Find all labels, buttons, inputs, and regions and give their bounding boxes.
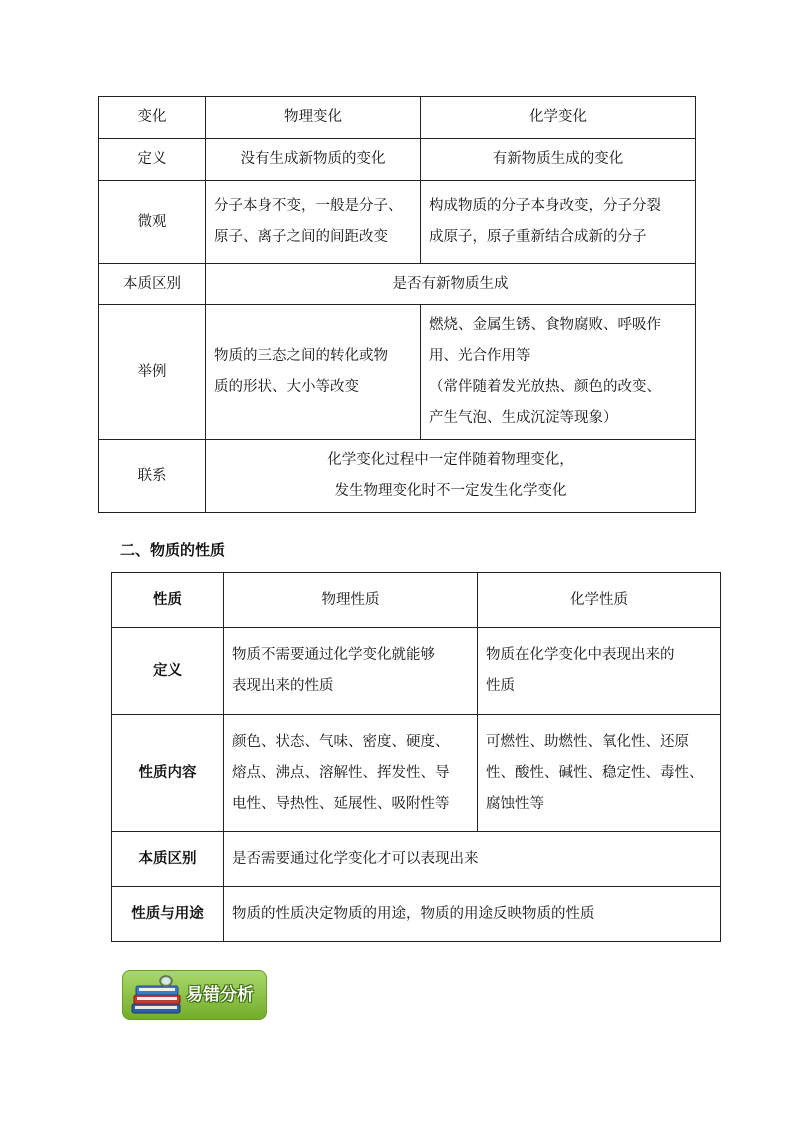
row-label-relation: 联系	[99, 440, 206, 513]
row-label-examples: 举例	[99, 305, 206, 440]
text-line: 物质在化学变化中表现出来的	[486, 647, 675, 663]
physical-property-definition	[224, 628, 478, 715]
table-row	[99, 264, 696, 305]
physical-micro	[206, 181, 421, 264]
table-row	[99, 181, 696, 264]
row-label-usage: 性质与用途	[112, 887, 224, 942]
row-label-definition: 定义	[99, 139, 206, 181]
table-row	[112, 887, 721, 942]
row-label-essence: 本质区别	[99, 264, 206, 305]
text-line: 原子、离子之间的间距改变	[214, 229, 388, 245]
table-row	[99, 97, 696, 139]
text-line: 颜色、状态、气味、密度、硬度、	[232, 733, 450, 750]
text-line: 物质不需要通过化学变化就能够	[232, 647, 435, 663]
text-line: 发生物理变化时不一定发生化学变化	[334, 483, 567, 499]
table-row	[112, 628, 721, 715]
text-line: 性质	[486, 678, 515, 694]
essence-value: 是否有新物质生成	[206, 264, 696, 305]
header-cell-property: 性质	[112, 573, 224, 628]
essence-value: 是否需要通过化学变化才可以表现出来	[224, 832, 721, 887]
text-line: 产生气泡、生成沉淀等现象）	[429, 410, 618, 426]
text-line: 构成物质的分子本身改变，分子分裂	[429, 198, 661, 214]
row-label-definition: 定义	[112, 628, 224, 715]
property-comparison-table	[111, 572, 721, 942]
books-icon	[126, 972, 188, 1018]
physical-property-content	[224, 715, 478, 832]
table-row	[112, 573, 721, 628]
table-row	[99, 440, 696, 513]
text-line: 分子本身不变，一般是分子、	[214, 198, 403, 214]
header-cell-change: 变化	[99, 97, 206, 139]
physical-definition: 没有生成新物质的变化	[206, 139, 421, 181]
header-cell-physical: 物理变化	[206, 97, 421, 139]
text-line: 表现出来的性质	[232, 678, 334, 694]
text-line: 性、酸性、碱性、稳定性、毒性、	[486, 764, 704, 781]
error-analysis-badge	[122, 970, 267, 1020]
usage-value: 物质的性质决定物质的用途，物质的用途反映物质的性质	[224, 887, 721, 942]
header-cell-physical-property: 物理性质	[224, 573, 478, 628]
chemical-property-definition	[478, 628, 721, 715]
relation-value	[206, 440, 696, 513]
table-row	[99, 139, 696, 181]
text-line: 腐蚀性等	[486, 795, 544, 812]
text-line: 燃烧、金属生锈、食物腐败、呼吸作	[429, 317, 661, 333]
chemical-examples	[421, 305, 696, 440]
header-cell-chemical: 化学变化	[421, 97, 696, 139]
text-line: 用、光合作用等	[429, 348, 531, 364]
text-line: 化学变化过程中一定伴随着物理变化，	[327, 452, 574, 468]
header-cell-chemical-property: 化学性质	[478, 573, 721, 628]
text-line: 熔点、沸点、溶解性、挥发性、导	[232, 764, 450, 781]
chemical-definition: 有新物质生成的变化	[421, 139, 696, 181]
badge-text: 易错分析	[186, 985, 254, 1005]
table-row	[112, 715, 721, 832]
text-line: 电性、导热性、延展性、吸附性等	[232, 795, 450, 812]
row-label-micro: 微观	[99, 181, 206, 264]
row-label-essence: 本质区别	[112, 832, 224, 887]
row-label-content: 性质内容	[112, 715, 224, 832]
table-row	[112, 832, 721, 887]
chemical-micro	[421, 181, 696, 264]
text-line: 可燃性、助燃性、氧化性、还原	[486, 733, 689, 750]
table-row	[99, 305, 696, 440]
section-title: 二、物质的性质	[120, 541, 226, 559]
text-line: 成原子，原子重新结合成新的分子	[429, 229, 647, 245]
text-line: 质的形状、大小等改变	[214, 379, 359, 395]
change-comparison-table	[98, 96, 696, 513]
physical-examples	[206, 305, 421, 440]
text-line: 物质的三态之间的转化或物	[214, 348, 388, 364]
text-line: （常伴随着发光放热、颜色的改变、	[429, 379, 661, 395]
chemical-property-content	[478, 715, 721, 832]
